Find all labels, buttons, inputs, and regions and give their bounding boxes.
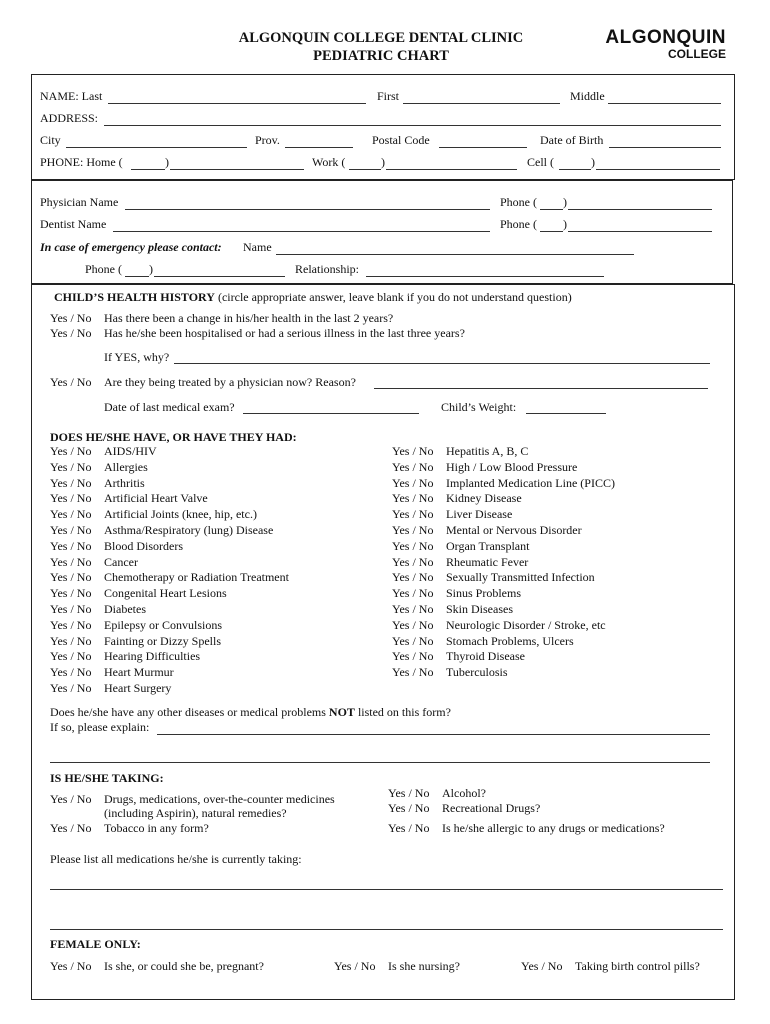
yes-no-option[interactable]: Yes / No — [50, 617, 92, 632]
yes-no-option[interactable]: Yes / No — [50, 554, 92, 569]
question-birth-control — [521, 959, 700, 974]
condition-row — [392, 649, 615, 665]
question-text: Recreational Drugs? — [442, 801, 541, 815]
question-alcohol — [388, 786, 486, 801]
logo-main-text: ALGONQUIN — [605, 27, 726, 48]
child-weight-field[interactable] — [526, 413, 606, 414]
condition-label: Neurologic Disorder / Stroke, etc — [446, 617, 606, 632]
middle-name-label: Middle — [570, 89, 605, 103]
condition-label: Congenital Heart Lesions — [104, 586, 227, 601]
condition-label: Liver Disease — [446, 507, 513, 522]
yes-no-option[interactable]: Yes / No — [50, 444, 92, 458]
yes-no-option[interactable]: Yes / No — [392, 649, 434, 664]
yes-no-option[interactable]: Yes / No — [50, 680, 92, 695]
condition-label: Artificial Joints (knee, hip, etc.) — [104, 507, 257, 522]
address-field[interactable] — [104, 125, 721, 126]
yes-no-option[interactable]: Yes / No — [388, 801, 430, 815]
physician-name-field[interactable] — [125, 209, 490, 210]
work-area-code-field[interactable] — [349, 169, 381, 170]
cell-phone-label: Cell ( — [527, 155, 554, 169]
medications-field-line-1[interactable] — [50, 889, 723, 890]
emergency-name-field[interactable] — [276, 254, 634, 255]
question-text: Tobacco in any form? — [104, 821, 209, 835]
condition-row — [392, 539, 615, 555]
condition-row — [50, 649, 289, 665]
question-hospitalised — [50, 326, 465, 341]
question-recreational-drugs — [388, 801, 540, 816]
last-exam-field[interactable] — [243, 413, 419, 414]
emergency-contact-label: In case of emergency please contact: — [40, 240, 222, 254]
yes-no-option[interactable]: Yes / No — [50, 601, 92, 616]
condition-row — [392, 460, 615, 476]
question-text: Is she, or could she be, pregnant? — [104, 959, 264, 973]
condition-label: Implanted Medication Line (PICC) — [446, 475, 615, 490]
yes-no-option[interactable]: Yes / No — [50, 538, 92, 553]
condition-label: Epilepsy or Convulsions — [104, 617, 223, 632]
form-subtitle: PEDIATRIC CHART — [313, 48, 449, 64]
conditions-right-column — [392, 444, 615, 681]
yes-no-option[interactable]: Yes / No — [392, 491, 434, 506]
relationship-label: Relationship: — [295, 262, 359, 276]
dentist-area-code-field[interactable] — [540, 231, 563, 232]
dob-field[interactable] — [609, 147, 721, 148]
condition-row — [50, 602, 289, 618]
question-text: Alcohol? — [442, 786, 486, 800]
question-text: Are they being treated by a physician now? Reason? — [104, 375, 356, 389]
emergency-area-code-field[interactable] — [125, 276, 149, 277]
condition-row — [50, 555, 289, 571]
cell-phone-paren: ) — [591, 155, 595, 169]
yes-no-option[interactable]: Yes / No — [50, 586, 92, 601]
physician-box — [31, 180, 733, 284]
condition-label: Hearing Difficulties — [104, 649, 201, 664]
condition-row — [392, 634, 615, 650]
question-drugs-continued: (including Aspirin), natural remedies? — [104, 806, 287, 820]
condition-row — [50, 444, 289, 460]
yes-no-option[interactable]: Yes / No — [392, 538, 434, 553]
condition-label: Sinus Problems — [446, 586, 522, 601]
condition-label: Stomach Problems, Ulcers — [446, 633, 574, 648]
condition-row — [50, 634, 289, 650]
condition-label: High / Low Blood Pressure — [446, 459, 578, 474]
dentist-phone-field[interactable] — [568, 231, 712, 232]
condition-label: Thyroid Disease — [446, 649, 525, 664]
yes-no-option[interactable]: Yes / No — [388, 786, 430, 800]
yes-no-option[interactable]: Yes / No — [334, 959, 376, 973]
condition-row — [392, 602, 615, 618]
emergency-name-label: Name — [243, 240, 272, 254]
condition-label: Mental or Nervous Disorder — [446, 522, 582, 537]
condition-label: Heart Murmur — [104, 665, 174, 680]
yes-no-option[interactable]: Yes / No — [392, 601, 434, 616]
condition-label: Sexually Transmitted Infection — [446, 570, 595, 585]
yes-no-option[interactable]: Yes / No — [388, 821, 430, 835]
condition-label: Allergies — [104, 459, 148, 474]
question-physician-treatment — [50, 375, 356, 390]
city-field[interactable] — [66, 147, 247, 148]
home-phone-label: PHONE: Home ( — [40, 155, 123, 169]
postal-code-label: Postal Code — [372, 133, 430, 147]
first-name-field[interactable] — [403, 103, 560, 104]
child-weight-label: Child’s Weight: — [441, 400, 517, 414]
condition-row — [392, 665, 615, 681]
physician-phone-field[interactable] — [568, 209, 712, 210]
condition-row — [50, 539, 289, 555]
condition-row — [50, 460, 289, 476]
city-label: City — [40, 133, 61, 147]
dentist-phone-label: Phone ( — [500, 217, 537, 231]
form-title: ALGONQUIN COLLEGE DENTAL CLINIC — [238, 30, 524, 46]
other-diseases-question — [50, 705, 451, 720]
condition-label: Cancer — [104, 554, 138, 569]
yes-no-option[interactable]: Yes / No — [50, 491, 92, 506]
yes-no-option[interactable]: Yes / No — [50, 507, 92, 522]
medications-list-label: Please list all medications he/she is currently taking: — [50, 852, 302, 866]
yes-no-option[interactable]: Yes / No — [392, 570, 434, 585]
question-drug-allergy — [388, 821, 665, 836]
condition-label: Artificial Heart Valve — [104, 491, 208, 506]
condition-row — [392, 555, 615, 571]
question-text: Taking birth control pills? — [575, 959, 700, 973]
last-exam-label: Date of last medical exam? — [104, 400, 235, 414]
yes-no-option[interactable]: Yes / No — [50, 821, 92, 835]
condition-label: Fainting or Dizzy Spells — [104, 633, 221, 648]
postal-code-field[interactable] — [439, 147, 527, 148]
conditions-left-column — [50, 444, 289, 697]
yes-no-option[interactable]: Yes / No — [392, 444, 434, 458]
condition-label: Arthritis — [104, 475, 145, 490]
explain-field-line-2[interactable] — [50, 762, 710, 763]
condition-label: Organ Transplant — [446, 538, 530, 553]
dentist-name-field[interactable] — [113, 231, 490, 232]
condition-label: Rheumatic Fever — [446, 554, 529, 569]
taking-heading: IS HE/SHE TAKING: — [50, 771, 164, 785]
yes-no-option[interactable]: Yes / No — [50, 570, 92, 585]
yes-no-option[interactable]: Yes / No — [50, 522, 92, 537]
condition-label: AIDS/HIV — [104, 444, 157, 458]
question-pregnant — [50, 959, 264, 974]
yes-no-option[interactable]: Yes / No — [392, 507, 434, 522]
yes-no-option[interactable]: Yes / No — [392, 633, 434, 648]
yes-no-option[interactable]: Yes / No — [50, 665, 92, 680]
treatment-reason-field[interactable] — [374, 388, 708, 389]
last-name-label: NAME: Last — [40, 89, 103, 103]
home-phone-field[interactable] — [170, 169, 304, 170]
explain-field[interactable] — [157, 734, 710, 735]
yes-no-option[interactable]: Yes / No — [50, 375, 92, 389]
condition-label: Kidney Disease — [446, 491, 522, 506]
yes-no-option[interactable]: Yes / No — [392, 459, 434, 474]
condition-row — [50, 523, 289, 539]
logo-sub-text: COLLEGE — [667, 47, 726, 61]
condition-row — [50, 507, 289, 523]
condition-row — [50, 491, 289, 507]
work-phone-label: Work ( — [312, 155, 346, 169]
condition-row — [392, 507, 615, 523]
condition-row — [392, 444, 615, 460]
yes-no-option[interactable]: Yes / No — [50, 633, 92, 648]
yes-no-option[interactable]: Yes / No — [392, 522, 434, 537]
address-label: ADDRESS: — [40, 111, 99, 125]
condition-row — [50, 681, 289, 697]
physician-name-label: Physician Name — [40, 195, 119, 209]
other-diseases-text-end: listed on this form? — [357, 705, 451, 719]
condition-row — [50, 618, 289, 634]
last-name-field[interactable] — [108, 103, 366, 104]
condition-row — [392, 586, 615, 602]
yes-no-option[interactable]: Yes / No — [50, 475, 92, 490]
not-emphasis: NOT — [328, 705, 355, 719]
dob-label: Date of Birth — [540, 133, 604, 147]
condition-row — [50, 586, 289, 602]
yes-no-option[interactable]: Yes / No — [50, 311, 92, 325]
yes-no-option[interactable]: Yes / No — [392, 617, 434, 632]
condition-label: Heart Surgery — [104, 680, 172, 695]
first-name-label: First — [377, 89, 400, 103]
dentist-phone-paren: ) — [563, 217, 567, 231]
dentist-name-label: Dentist Name — [40, 217, 107, 231]
physician-phone-paren: ) — [563, 195, 567, 209]
question-tobacco — [50, 821, 209, 836]
condition-label: Tuberculosis — [446, 665, 508, 680]
college-logo — [596, 28, 726, 60]
condition-label: Skin Diseases — [446, 601, 513, 616]
province-field[interactable] — [285, 147, 353, 148]
yes-no-option[interactable]: Yes / No — [392, 554, 434, 569]
yes-no-option[interactable]: Yes / No — [50, 959, 92, 973]
work-phone-field[interactable] — [386, 169, 517, 170]
physician-phone-label: Phone ( — [500, 195, 537, 209]
female-only-heading: FEMALE ONLY: — [50, 937, 141, 951]
condition-label: Diabetes — [104, 601, 146, 616]
condition-row — [392, 570, 615, 586]
condition-row — [50, 570, 289, 586]
other-diseases-text: Does he/she have any other diseases or medical problems — [50, 705, 326, 719]
yes-no-option[interactable]: Yes / No — [392, 665, 434, 680]
emergency-phone-label: Phone ( — [85, 262, 122, 276]
home-area-code-field[interactable] — [131, 169, 165, 170]
condition-label: Chemotherapy or Radiation Treatment — [104, 570, 289, 585]
question-text: Drugs, medications, over-the-counter medicines — [104, 792, 335, 806]
question-drugs — [50, 792, 335, 807]
yes-no-option[interactable]: Yes / No — [392, 475, 434, 490]
question-text: Is she nursing? — [388, 959, 460, 973]
question-nursing — [334, 959, 460, 974]
health-history-heading — [54, 290, 572, 305]
relationship-field[interactable] — [366, 276, 604, 277]
question-text: Has there been a change in his/her health in the last 2 years? — [104, 311, 394, 325]
health-history-title: CHILD’S HEALTH HISTORY — [54, 290, 215, 304]
middle-name-field[interactable] — [608, 103, 721, 104]
condition-label: Asthma/Respiratory (lung) Disease — [104, 522, 274, 537]
emergency-phone-field[interactable] — [154, 276, 285, 277]
question-text: Has he/she been hospitalised or had a serious illness in the last three years? — [104, 326, 465, 340]
condition-label: Hepatitis A, B, C — [446, 444, 529, 458]
cell-area-code-field[interactable] — [559, 169, 591, 170]
question-health-change — [50, 311, 393, 326]
if-yes-why-field[interactable] — [174, 363, 710, 364]
home-phone-paren: ) — [165, 155, 169, 169]
condition-label: Blood Disorders — [104, 538, 183, 553]
physician-area-code-field[interactable] — [540, 209, 563, 210]
condition-row — [50, 476, 289, 492]
yes-no-option[interactable]: Yes / No — [50, 649, 92, 664]
condition-row — [392, 523, 615, 539]
province-label: Prov. — [255, 133, 280, 147]
condition-row — [392, 476, 615, 492]
condition-row — [50, 665, 289, 681]
emergency-phone-paren: ) — [149, 262, 153, 276]
yes-no-option[interactable]: Yes / No — [50, 459, 92, 474]
condition-row — [392, 618, 615, 634]
medications-field-line-2[interactable] — [50, 929, 723, 930]
explain-label: If so, please explain: — [50, 720, 150, 734]
health-history-instructions: (circle appropriate answer, leave blank if you do not understand question) — [217, 290, 572, 304]
yes-no-option[interactable]: Yes / No — [392, 586, 434, 601]
condition-row — [392, 491, 615, 507]
conditions-heading: DOES HE/SHE HAVE, OR HAVE THEY HAD: — [50, 430, 297, 444]
if-yes-why-label: If YES, why? — [104, 350, 170, 364]
yes-no-option[interactable]: Yes / No — [50, 326, 92, 340]
yes-no-option[interactable]: Yes / No — [521, 959, 563, 973]
question-text: Is he/she allergic to any drugs or medications? — [442, 821, 665, 835]
yes-no-option[interactable]: Yes / No — [50, 792, 92, 806]
cell-phone-field[interactable] — [596, 169, 720, 170]
work-phone-paren: ) — [381, 155, 385, 169]
